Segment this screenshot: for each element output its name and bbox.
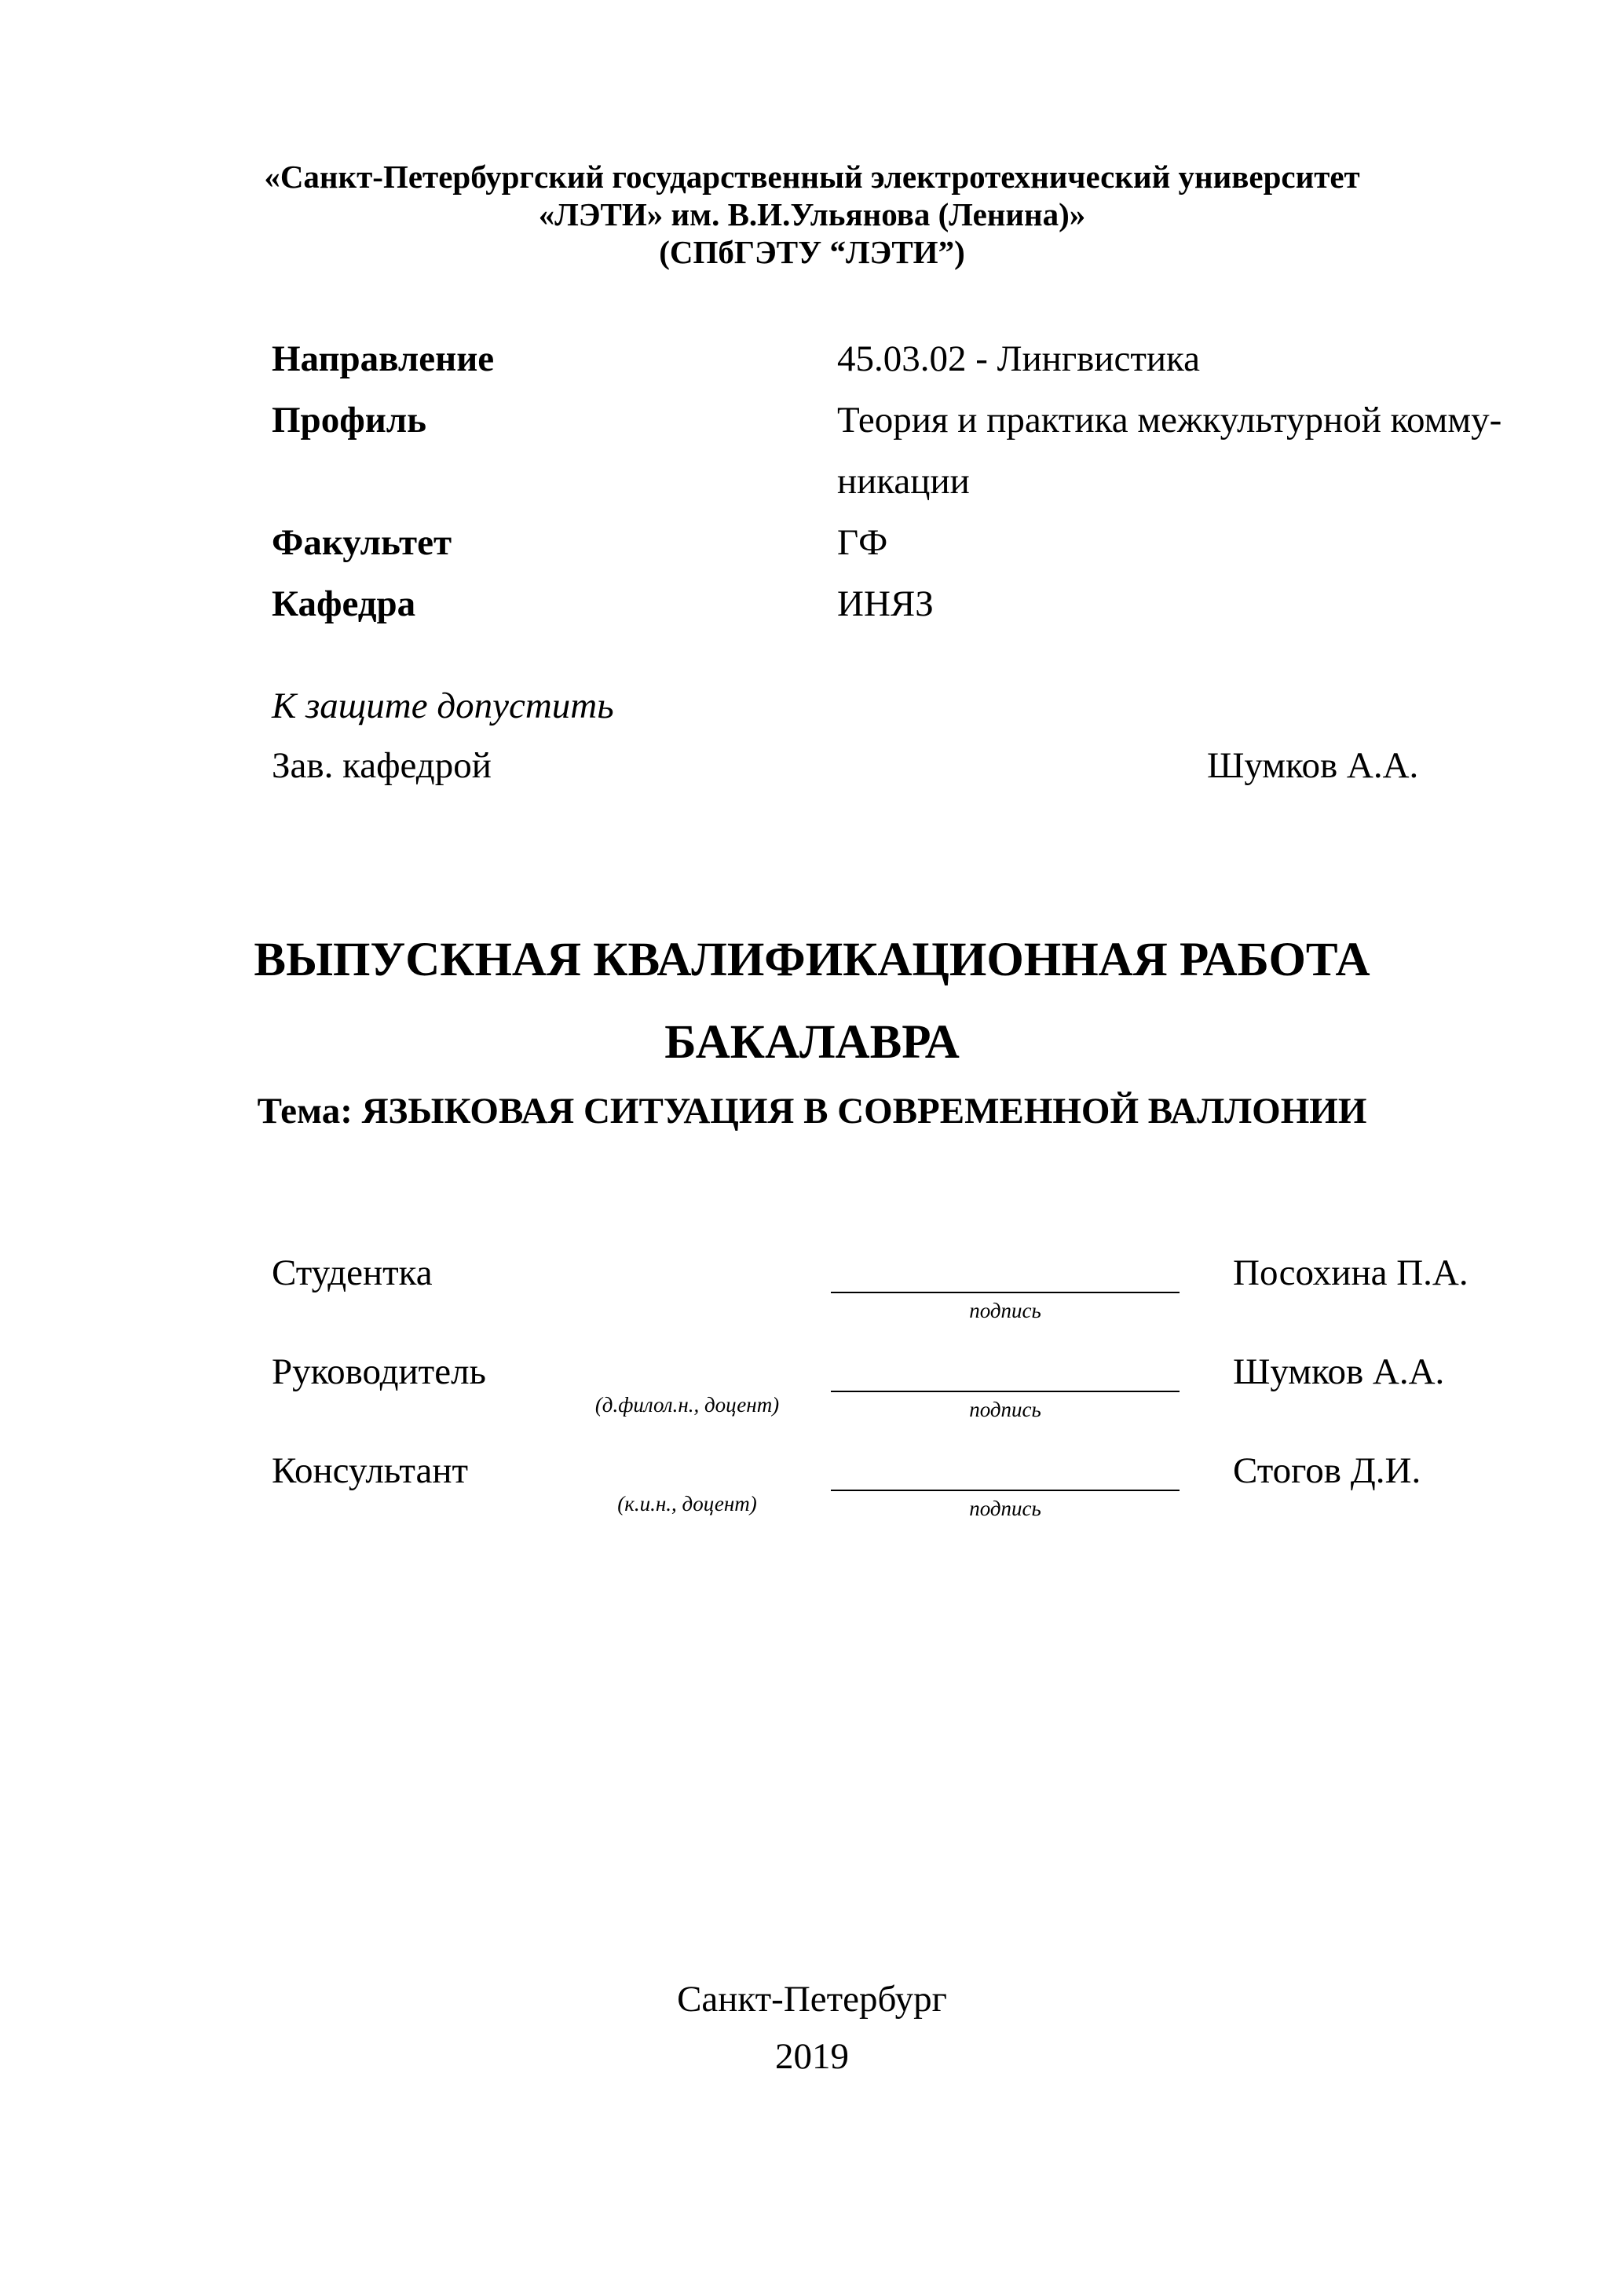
head-of-department-label: Зав. кафедрой	[272, 745, 492, 786]
direction-label: Направление	[272, 338, 495, 379]
profile-label: Профиль	[272, 400, 427, 441]
department-label: Кафедра	[272, 583, 416, 624]
consultant-signature-caption: подпись	[969, 1497, 1041, 1520]
student-name: Посохина П.А.	[1233, 1252, 1469, 1293]
department-value: ИНЯЗ	[837, 583, 934, 624]
supervisor-signature-caption: подпись	[969, 1398, 1041, 1421]
supervisor-credentials: (д.филол.н., доцент)	[594, 1393, 780, 1417]
supervisor-signature-line[interactable]	[831, 1391, 1180, 1392]
supervisor-role-label: Руководитель	[272, 1351, 486, 1392]
faculty-label: Факультет	[272, 522, 452, 563]
consultant-name: Стогов Д.И.	[1233, 1450, 1421, 1491]
profile-value-continued: никации	[837, 461, 970, 502]
direction-value: 45.03.02 - Лингвистика	[837, 338, 1200, 379]
student-signature-caption: подпись	[969, 1299, 1041, 1322]
student-signature-line[interactable]	[831, 1292, 1180, 1293]
university-abbreviation: (СПбГЭТУ “ЛЭТИ”)	[659, 234, 965, 270]
profile-value: Теория и практика межкультурной комму-	[837, 400, 1502, 441]
work-title-line1: ВЫПУСКНАЯ КВАЛИФИКАЦИОННАЯ РАБОТА	[254, 934, 1370, 986]
work-title-line2: БАКАЛАВРА	[664, 1016, 960, 1069]
university-name-line2: «ЛЭТИ» им. В.И.Ульянова (Ленина)»	[538, 196, 1086, 232]
supervisor-name: Шумков А.А.	[1233, 1351, 1445, 1392]
consultant-signature-line[interactable]	[831, 1490, 1180, 1491]
faculty-value: ГФ	[837, 522, 888, 563]
university-name-line1: «Санкт-Петербургский государственный электротехнический университет	[264, 159, 1360, 195]
approval-note: К защите допустить	[272, 686, 614, 726]
consultant-role-label: Консультант	[272, 1450, 469, 1491]
student-role-label: Студентка	[272, 1252, 433, 1293]
footer-city: Санкт-Петербург	[677, 1979, 947, 2020]
head-of-department-name: Шумков А.А.	[1207, 745, 1419, 786]
work-topic: Тема: ЯЗЫКОВАЯ СИТУАЦИЯ В СОВРЕМЕННОЙ ВАЛЛОНИИ	[257, 1091, 1367, 1132]
footer-year: 2019	[775, 2036, 849, 2077]
consultant-credentials: (к.и.н., доцент)	[617, 1492, 757, 1515]
